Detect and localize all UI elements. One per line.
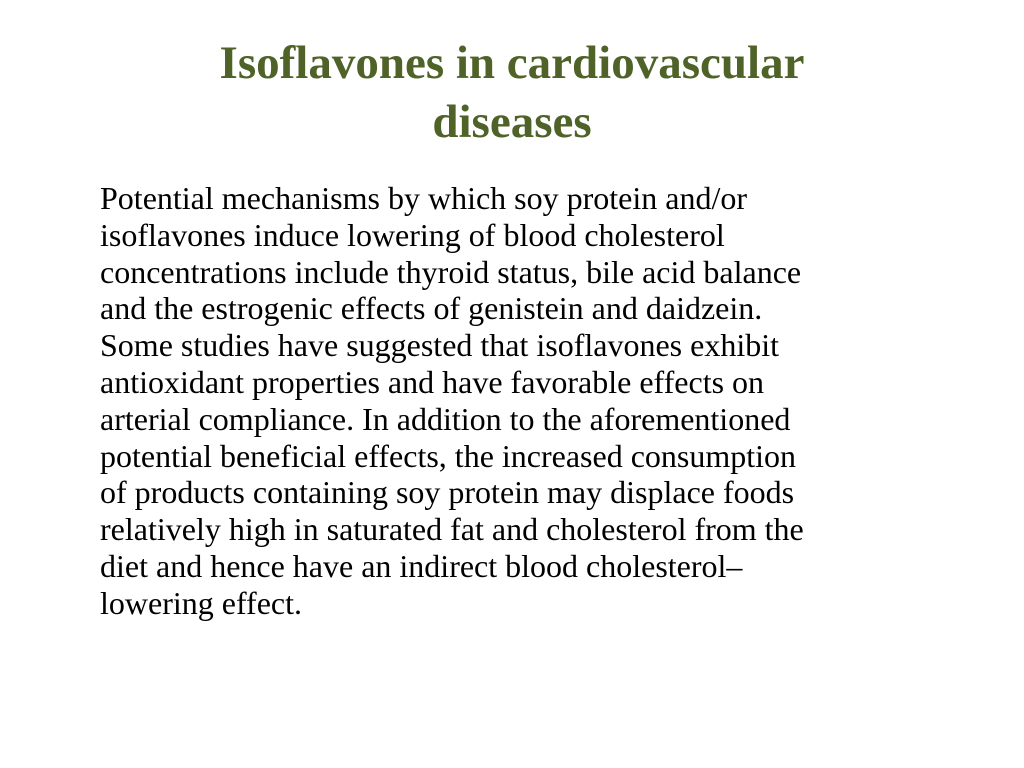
body-line: lowering effect.	[100, 584, 302, 621]
body-line: Some studies have suggested that isoflavones exhibit	[100, 327, 779, 364]
slide-body-text	[100, 180, 980, 622]
body-line: potential beneficial effects, the increased consumption	[100, 437, 797, 474]
body-line: concentrations include thyroid status, bile acid balance	[100, 253, 802, 290]
body-line: arterial compliance. In addition to the aforementioned	[100, 400, 791, 437]
slide-title-line: diseases	[432, 96, 592, 148]
slide-title	[80, 34, 944, 152]
body-line: Potential mechanisms by which soy protein and/or	[100, 180, 747, 216]
body-line: diet and hence have an indirect blood cholesterol–	[100, 547, 743, 584]
body-line: relatively high in saturated fat and cholesterol from the	[100, 511, 804, 548]
body-line: of products containing soy protein may displace foods	[100, 474, 795, 511]
body-line: isoflavones induce lowering of blood cholesterol	[100, 216, 725, 253]
body-line: antioxidant properties and have favorable effects on	[100, 363, 765, 400]
slide-title-line: Isoflavones in cardiovascular	[219, 37, 805, 89]
body-line: and the estrogenic effects of genistein and daidzein.	[100, 290, 763, 327]
